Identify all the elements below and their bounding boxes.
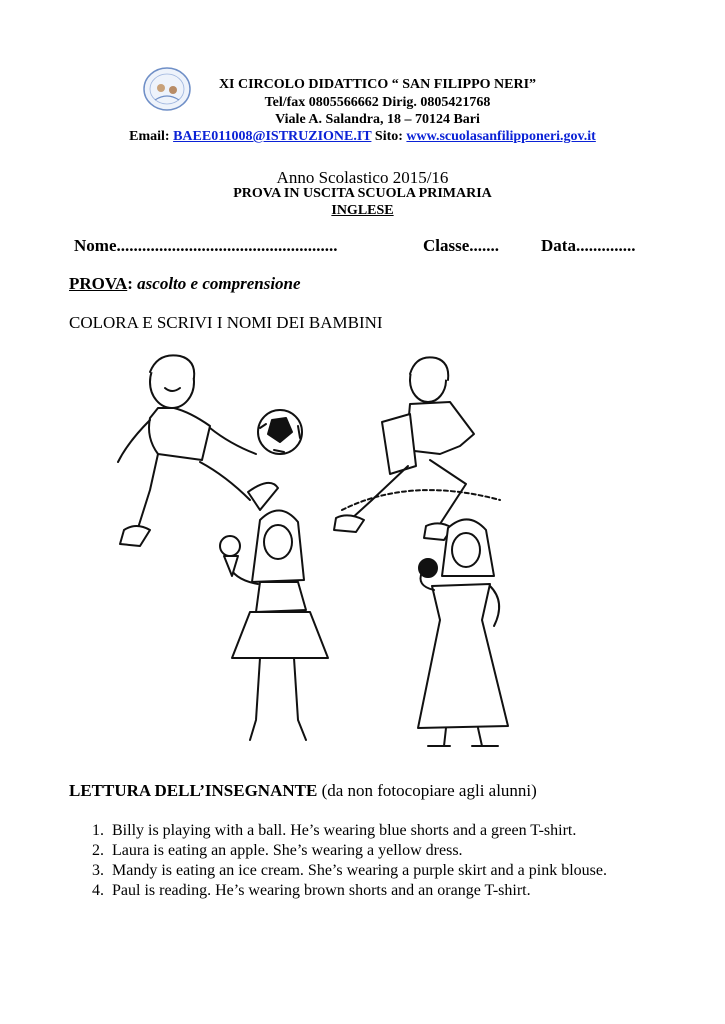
phone-line <box>0 95 725 111</box>
prova-line <box>69 274 301 294</box>
site-link[interactable]: www.scuolasanfilipponeri.gov.it <box>406 129 596 144</box>
reading-item-4: 4. Paul is reading. He’s wearing brown shorts and an orange T-shirt. <box>108 881 706 901</box>
instruction-text: COLORA E SCRIVI I NOMI DEI BAMBINI <box>69 313 383 332</box>
soccer-ball <box>258 410 302 454</box>
reading-item-1: 1. Billy is playing with a ball. He’s wearing blue shorts and a green T-shirt. <box>108 821 706 841</box>
prova-label: PROVA <box>69 274 128 293</box>
subject-text: INGLESE <box>331 203 394 218</box>
school-name-text: XI CIRCOLO DIDATTICO “ SAN FILIPPO NERI” <box>218 77 537 92</box>
classe-field[interactable] <box>423 236 499 256</box>
paul-figure <box>334 357 500 540</box>
subject <box>0 203 725 219</box>
address-line <box>0 112 725 128</box>
site-label: Sito: <box>374 129 403 144</box>
test-name <box>0 186 725 202</box>
school-year <box>0 168 725 188</box>
laura-figure <box>418 519 508 746</box>
lettura-note: (da non fotocopiare agli alunni) <box>321 781 537 800</box>
billy-figure <box>118 355 278 546</box>
nome-text: Nome.................................................... <box>74 236 338 255</box>
data-text: Data.............. <box>541 236 636 255</box>
email-label: Email: <box>129 129 170 144</box>
data-field[interactable] <box>541 236 635 256</box>
prova-colon: : <box>127 274 133 293</box>
school-name <box>0 77 725 93</box>
children-illustration <box>110 350 510 750</box>
instruction <box>69 313 383 333</box>
nome-field[interactable] <box>74 236 337 256</box>
lettura-heading <box>69 781 537 801</box>
email-link[interactable]: BAEE011008@ISTRUZIONE.IT <box>173 129 372 144</box>
address-text: Viale A. Salandra, 18 – 70124 Bari <box>275 112 480 127</box>
reading-item-3: 3. Mandy is eating an ice cream. She’s wearing a purple skirt and a pink blouse. <box>108 861 706 881</box>
school-year-text: Anno Scolastico 2015/16 <box>276 168 449 187</box>
lettura-title: LETTURA DELL’INSEGNANTE <box>69 781 318 800</box>
reading-item-2: 2. Laura is eating an apple. She’s wearing a yellow dress. <box>108 841 706 861</box>
reading-list <box>86 821 706 901</box>
classe-text: Classe....... <box>423 236 500 255</box>
prova-type: ascolto e comprensione <box>137 274 301 293</box>
phone-text: Tel/fax 0805566662 Dirig. 0805421768 <box>264 95 491 110</box>
contact-line <box>0 129 725 145</box>
test-name-text: PROVA IN USCITA SCUOLA PRIMARIA <box>233 186 492 201</box>
mandy-figure <box>220 510 328 740</box>
